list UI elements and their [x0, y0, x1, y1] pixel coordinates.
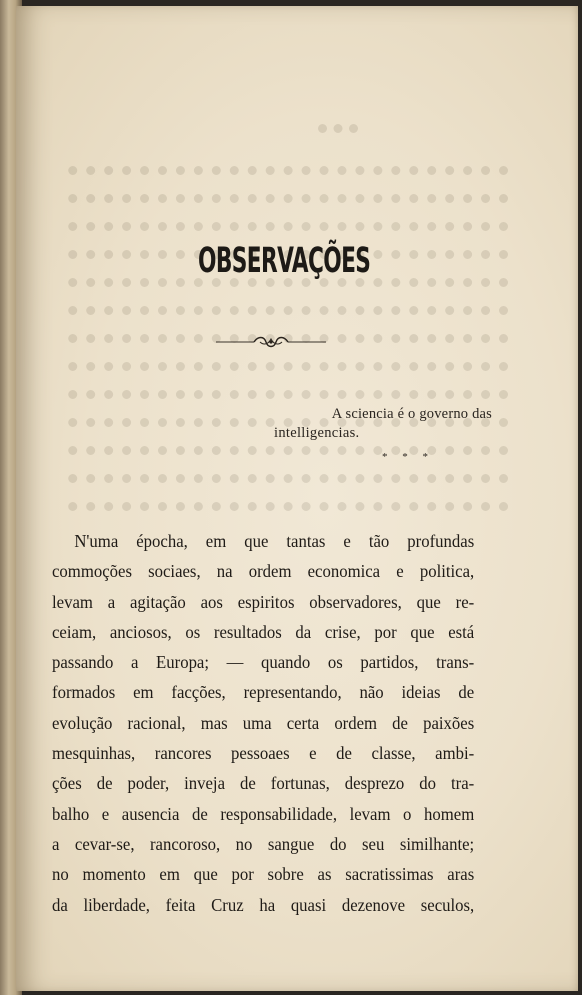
- text-line: a cevar-se, rancoroso, no sangue do seu similhante;: [52, 833, 475, 854]
- text-line: ções de poder, inveja de fortunas, desprezo do tra-: [52, 773, 475, 794]
- epigraph-line: A sciencia é o governo das: [331, 406, 492, 422]
- text-line: commoções sociaes, na ordem economica e politica,: [52, 561, 475, 582]
- text-line: balho e ausencia de responsabilidade, levam o homem: [52, 803, 475, 824]
- text-line: mesquinhas, rancores pessoaes e de classe, ambi-: [52, 743, 475, 764]
- epigraph-line: intelligencias.: [274, 425, 360, 441]
- text-line: no momento em que por sobre as sacratissimas aras: [52, 864, 475, 885]
- text-line: evolução racional, mas uma certa ordem de paixões: [52, 712, 475, 733]
- text-line: formados em facções, representando, não ideias de: [52, 682, 475, 703]
- asterism-separator: * * *: [382, 451, 434, 463]
- page-title: OBSERVAÇÕES: [198, 241, 371, 281]
- text-line: levam a agitação aos espiritos observadores, que re-: [52, 591, 475, 612]
- epigraph: [272, 405, 492, 443]
- body-paragraph: [52, 526, 474, 920]
- text-line: N'uma épocha, em que tantas e tão profundas: [74, 531, 475, 551]
- book-page[interactable]: [16, 6, 578, 991]
- ornament-divider-icon: [216, 334, 326, 350]
- text-line: da liberdade, feita Cruz ha quasi dezenove seculos,: [52, 894, 475, 915]
- text-line: passando a Europa; — quando os partidos, trans-: [52, 652, 475, 673]
- text-line: ceiam, anciosos, os resultados da crise, por que está: [52, 621, 475, 642]
